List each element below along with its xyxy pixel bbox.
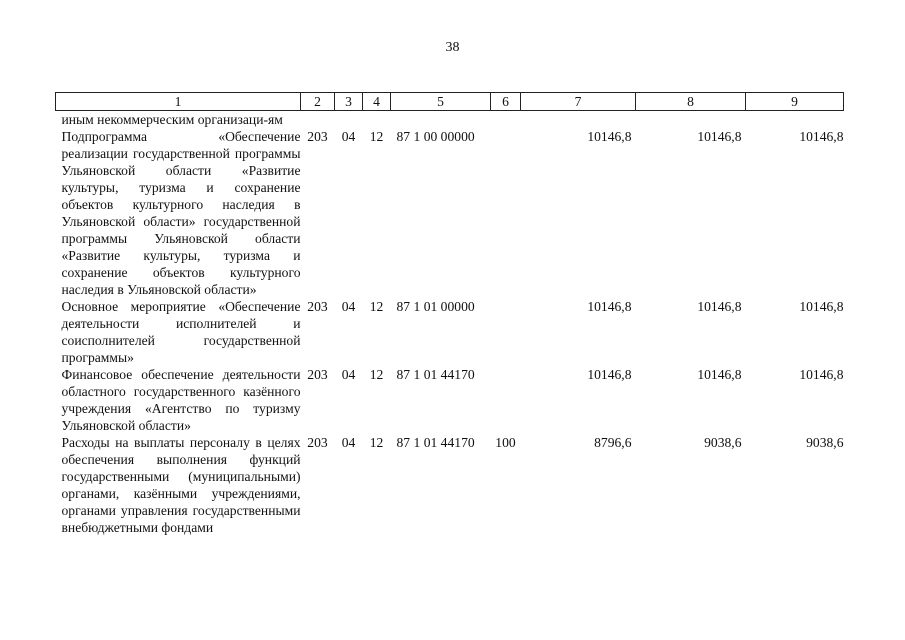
cell-csr: 87 1 01 00000 xyxy=(396,299,475,314)
table-row xyxy=(56,366,844,434)
budget-table xyxy=(55,92,844,536)
cell-vr xyxy=(491,128,521,298)
column-header: 7 xyxy=(521,93,636,111)
cell-pr: 12 xyxy=(369,435,384,450)
cell-rz xyxy=(335,111,363,129)
row-name: Расходы на выплаты персоналу в целях обеспечения выполнения функций государственными (муниципальными) органами, казёнными учреждениями, органами управления государственными внебюджетными фондами xyxy=(61,435,301,535)
cell-rz: 04 xyxy=(341,129,356,144)
cell-sum-3: 10146,8 xyxy=(799,367,844,382)
cell-sum-1: 10146,8 xyxy=(587,299,632,314)
cell-sum-3 xyxy=(746,111,844,129)
cell-sum-2: 10146,8 xyxy=(697,367,742,382)
cell-pr xyxy=(363,111,391,129)
cell-sum-1: 8796,6 xyxy=(594,435,632,450)
cell-sum-2: 10146,8 xyxy=(697,129,742,144)
cell-vr: 100 xyxy=(495,435,516,450)
column-header: 8 xyxy=(636,93,746,111)
row-name: Основное мероприятие «Обеспечение деятельности исполнителей и соисполнителей государственной программы» xyxy=(61,299,301,365)
cell-sum-2: 10146,8 xyxy=(697,299,742,314)
column-header: 2 xyxy=(301,93,335,111)
cell-sum-3: 10146,8 xyxy=(799,129,844,144)
cell-pr: 12 xyxy=(369,367,384,382)
cell-ved xyxy=(301,111,335,129)
cell-sum-1: 10146,8 xyxy=(587,367,632,382)
cell-vr xyxy=(491,111,521,129)
table-row xyxy=(56,128,844,298)
cell-ved: 203 xyxy=(307,367,328,382)
cell-rz: 04 xyxy=(341,435,356,450)
row-name: Финансовое обеспечение деятельности областного государственного казённого учреждения «Агентство по туризму Ульяновской области» xyxy=(61,367,301,433)
cell-sum-1 xyxy=(521,111,636,129)
row-name: Подпрограмма «Обеспечение реализации государственной программы Ульяновской области «Развитие культуры, туризма и сохранение объектов культурного наследия в Ульяновской области» государственной программы Ульяновской области «Развитие культуры, туризма и сохранение объектов культурного наследия в Ульяновской области» xyxy=(61,129,301,297)
table-row xyxy=(56,298,844,366)
cell-csr: 87 1 00 00000 xyxy=(396,129,475,144)
column-header: 3 xyxy=(335,93,363,111)
column-header: 5 xyxy=(391,93,491,111)
cell-vr xyxy=(491,366,521,434)
cell-ved: 203 xyxy=(307,435,328,450)
table-row xyxy=(56,434,844,536)
column-header: 1 xyxy=(56,93,301,111)
cell-csr: 87 1 01 44170 xyxy=(396,367,475,382)
column-header: 4 xyxy=(363,93,391,111)
cell-csr xyxy=(391,111,491,129)
column-header: 6 xyxy=(491,93,521,111)
cell-vr xyxy=(491,298,521,366)
column-header: 9 xyxy=(746,93,844,111)
cell-pr: 12 xyxy=(369,129,384,144)
row-name: иным некоммерческим организаци-ям xyxy=(61,112,283,127)
cell-ved: 203 xyxy=(307,129,328,144)
header-row xyxy=(56,93,844,111)
cell-sum-2: 9038,6 xyxy=(704,435,742,450)
cell-sum-3: 9038,6 xyxy=(806,435,844,450)
cell-pr: 12 xyxy=(369,299,384,314)
cell-ved: 203 xyxy=(307,299,328,314)
table-row xyxy=(56,111,844,129)
cell-csr: 87 1 01 44170 xyxy=(396,435,475,450)
cell-sum-1: 10146,8 xyxy=(587,129,632,144)
cell-rz: 04 xyxy=(341,299,356,314)
cell-sum-2 xyxy=(636,111,746,129)
cell-sum-3: 10146,8 xyxy=(799,299,844,314)
page-number: 38 xyxy=(445,40,460,55)
cell-rz: 04 xyxy=(341,367,356,382)
